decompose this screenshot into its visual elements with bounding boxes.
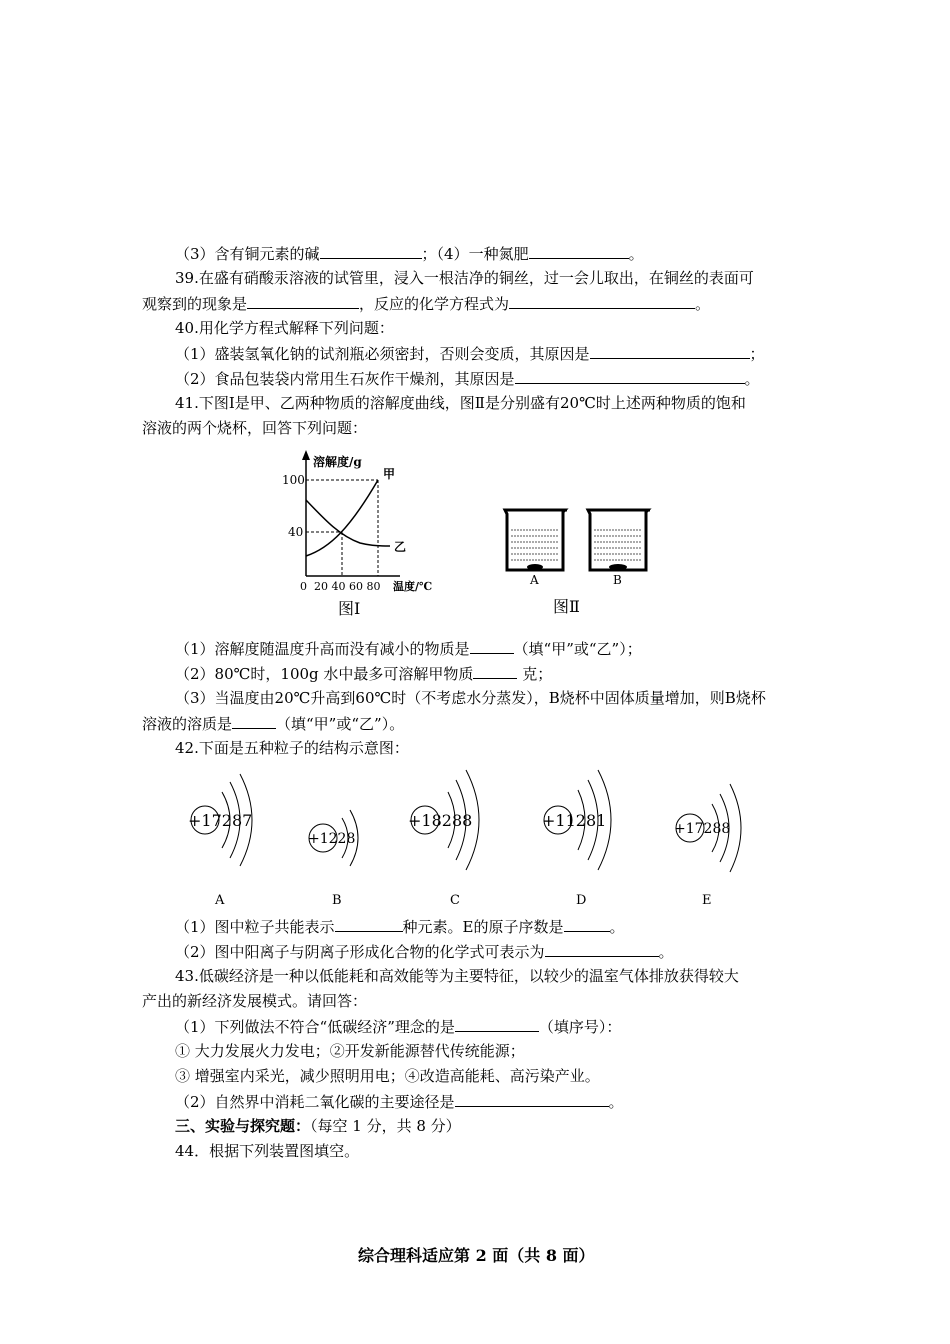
particle-a: [188, 774, 252, 908]
q42-part1: [175, 916, 625, 937]
q43-options-2: ③ 增强室内采光，减少照明用电；④改造高能耗、高污染产业。: [175, 1067, 600, 1085]
q42-title: 42.下面是五种粒子的结构示意图：: [175, 739, 409, 757]
beaker-a-label: A: [530, 573, 539, 587]
q42-part2: [175, 941, 674, 962]
q38-blank-3[interactable]: [320, 243, 422, 259]
particle-e-text: +17288: [674, 821, 731, 837]
q43-line1: 43.低碳经济是一种以低能耗和高效能等为主要特征，以较少的温室气体排放获得较大: [175, 967, 739, 985]
q42-part1-mid: 种元素。E的原子序数是: [402, 918, 564, 936]
q41-part2-text: （2）80℃时，100g 水中最多可溶解甲物质: [175, 665, 474, 683]
q40-part1-end: ；: [749, 345, 765, 363]
fig2-caption: 图Ⅱ: [553, 597, 580, 616]
q38-blank-4[interactable]: [529, 243, 629, 259]
y-axis-arrow: [302, 450, 310, 460]
q40-part1-text: （1）盛装氢氧化钠的试剂瓶必须密封，否则会变质，其原因是: [175, 345, 590, 363]
fig1-y40: 40: [288, 525, 304, 539]
q42-blank-elements[interactable]: [335, 916, 403, 932]
q41-part1-text: （1）溶解度随温度升高而没有减小的物质是: [175, 640, 470, 658]
q39-blank-phenomenon[interactable]: [247, 293, 359, 309]
q40-blank-1[interactable]: [590, 343, 750, 359]
q43-part2: [175, 1091, 624, 1112]
particle-e-label: E: [702, 893, 712, 908]
fig1-y100: 100: [282, 473, 305, 487]
fig1-caption: 图Ⅰ: [338, 599, 361, 618]
q40-part2: [175, 368, 760, 389]
q42-part2-text: （2）图中阳离子与阴离子形成化合物的化学式可表示为: [175, 943, 545, 961]
solubility-curve-figure: [280, 448, 450, 623]
q41-blank-3[interactable]: [232, 713, 276, 729]
q40-title: 40.用化学方程式解释下列问题：: [175, 319, 394, 337]
particle-b: [308, 810, 358, 908]
fig1-ylabel: 溶解度/g: [313, 455, 362, 469]
q42-part1-end: 。: [609, 918, 625, 936]
q41-part3-end: （填“甲”或“乙”）。: [276, 715, 405, 733]
q40-part2-text: （2）食品包装袋内常用生石灰作干燥剂，其原因是: [175, 370, 515, 388]
q43-part1: [175, 1016, 621, 1037]
section3-heading: [175, 1116, 461, 1136]
q38-line: [175, 243, 644, 264]
q41-part3-line2: [142, 713, 404, 734]
q39-text-b: ，反应的化学方程式为: [359, 295, 510, 313]
q41-part1: [175, 638, 642, 659]
particle-diagrams: [180, 762, 780, 912]
section3-title: 三、实验与探究题：: [175, 1117, 311, 1135]
q43-part1-end: （填序号）：: [538, 1018, 622, 1036]
q41-line1: 41.下图Ⅰ是甲、乙两种物质的溶解度曲线，图Ⅱ是分别盛有20℃时上述两种物质的饱和: [175, 394, 746, 412]
q41-blank-2[interactable]: [473, 663, 517, 679]
particle-c: [408, 770, 479, 908]
q40-part2-end: 。: [744, 370, 760, 388]
particle-d: [542, 770, 611, 908]
particle-c-label: C: [450, 893, 460, 908]
q42-blank-formula[interactable]: [545, 941, 659, 957]
q43-blank-1[interactable]: [455, 1016, 539, 1032]
q39-text-c: 。: [695, 295, 711, 313]
particle-b-label: B: [332, 893, 342, 908]
solid-b: [609, 564, 627, 570]
section3-note: （每空 1 分，共 8 分）: [310, 1117, 461, 1135]
beaker-a: [505, 510, 567, 570]
particle-d-label: D: [576, 893, 587, 908]
solid-a: [527, 564, 543, 570]
particle-d-text: +11281: [542, 811, 607, 830]
q38-end: 。: [628, 245, 644, 263]
q39-text-a: 观察到的现象是: [142, 295, 248, 313]
particle-a-label: A: [215, 893, 225, 908]
q43-line2: 产出的新经济发展模式。请回答：: [142, 992, 368, 1010]
q42-part2-end: 。: [658, 943, 674, 961]
beakers-figure: [495, 500, 665, 622]
q38-part3: （3）含有铜元素的碱: [175, 245, 320, 263]
fig1-jia: 甲: [383, 467, 396, 481]
q38-sep: ；（4）一种氮肥: [421, 245, 529, 263]
q39-line1: 39.在盛有硝酸汞溶液的试管里，浸入一根洁净的铜丝，过一会儿取出，在铜丝的表面可: [175, 269, 754, 287]
q41-blank-1[interactable]: [470, 638, 514, 654]
particle-a-text: +17287: [188, 811, 253, 830]
q41-part2-end: 克；: [522, 665, 553, 683]
q42-blank-atomic-number[interactable]: [564, 916, 610, 932]
beaker-b-label: B: [613, 573, 622, 587]
q39-line2: [142, 293, 710, 314]
q41-part3-text: 溶液的溶质是: [142, 715, 233, 733]
fig1-xlabel: 温度/℃: [393, 580, 433, 593]
q43-part1-text: （1）下列做法不符合“低碳经济”理念的是: [175, 1018, 455, 1036]
q44-text: 44．根据下列装置图填空。: [175, 1142, 360, 1160]
q39-blank-equation[interactable]: [509, 293, 695, 309]
fig1-xticks: 0 20 40 60 80: [300, 580, 381, 593]
page-footer: 综合理科适应第 2 面（共 8 面）: [358, 1246, 595, 1265]
q40-blank-2[interactable]: [515, 368, 745, 384]
q40-part1: [175, 343, 765, 364]
curve-yi: [306, 500, 390, 546]
q41-part3-line1: （3）当温度由20℃升高到60℃时（不考虑水分蒸发），B烧杯中固体质量增加，则B烧杯: [175, 689, 766, 707]
q42-part1-text: （1）图中粒子共能表示: [175, 918, 335, 936]
particle-c-text: +18288: [408, 811, 473, 830]
q41-line2: 溶液的两个烧杯，回答下列问题：: [142, 419, 368, 437]
particle-b-text: +1228: [308, 831, 356, 847]
beaker-b: [588, 510, 650, 570]
q41-part1-end: （填“甲”或“乙”）；: [513, 640, 642, 658]
q43-part2-end: 。: [608, 1093, 624, 1111]
q43-part2-text: （2）自然界中消耗二氧化碳的主要途径是: [175, 1093, 455, 1111]
q43-options-1: ① 大力发展火力发电；②开发新能源替代传统能源；: [175, 1042, 525, 1060]
particle-e: [674, 784, 741, 908]
q43-blank-2[interactable]: [455, 1091, 609, 1107]
q41-part2: [175, 663, 552, 684]
fig1-yi: 乙: [394, 540, 407, 554]
